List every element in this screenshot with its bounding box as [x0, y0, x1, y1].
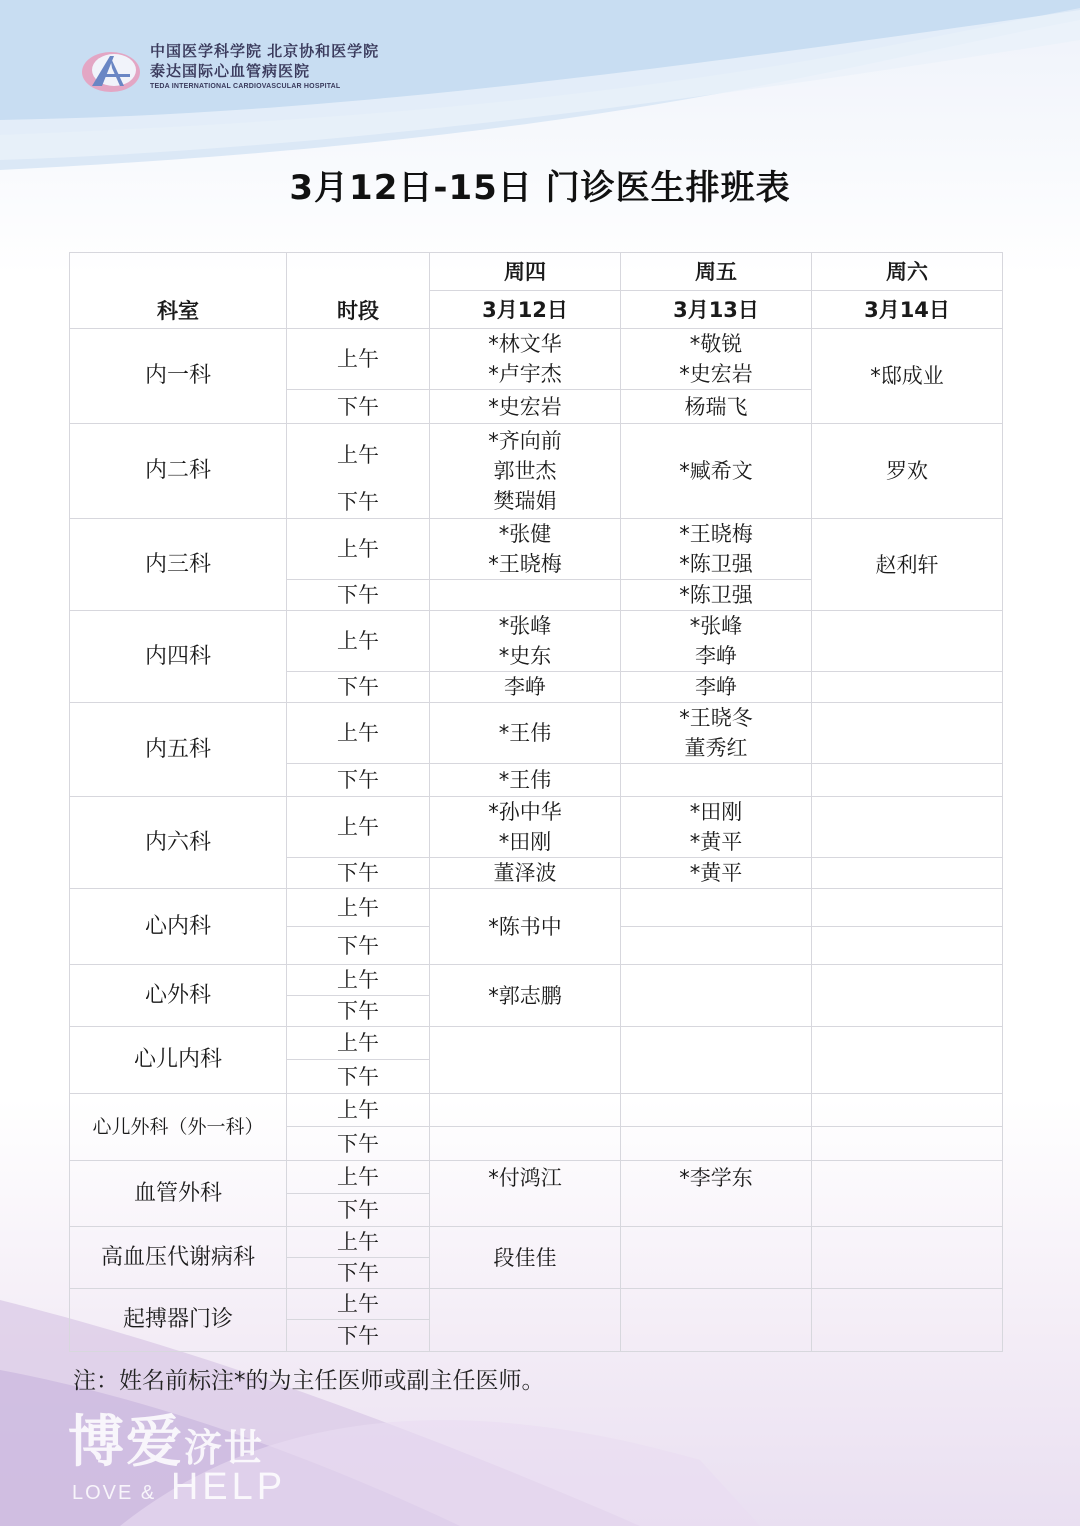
header-date-thu: 3月12日 — [430, 291, 621, 329]
period-am: 上午 — [287, 1227, 430, 1258]
header-date-sat: 3月14日 — [812, 291, 1003, 329]
doctor-cell: *张健 *王晓梅 — [430, 519, 621, 580]
dept-name: 心儿外科（外一科） — [70, 1094, 287, 1161]
doctor-cell — [621, 1289, 812, 1352]
header-weekday-thu: 周四 — [430, 253, 621, 291]
doctor-cell: 罗欢 — [812, 424, 1003, 519]
period-pm: 下午 — [287, 486, 430, 519]
period-pm: 下午 — [287, 1127, 430, 1161]
hospital-logo-icon — [80, 48, 142, 94]
period-pm: 下午 — [287, 1258, 430, 1289]
doctor-cell — [621, 965, 812, 1027]
doctor-cell: *李学东 — [621, 1161, 812, 1227]
doctor-cell: *敬锐 *史宏岩 — [621, 329, 812, 390]
doctor-cell: *陈书中 — [430, 889, 621, 965]
period-pm: 下午 — [287, 858, 430, 889]
dept-name: 心外科 — [70, 965, 287, 1027]
doctor-cell — [621, 1027, 812, 1094]
dept-name: 内五科 — [70, 703, 287, 797]
dept-name: 内一科 — [70, 329, 287, 424]
header-weekday-sat: 周六 — [812, 253, 1003, 291]
doctor-cell: 董泽波 — [430, 858, 621, 889]
slogan-cn-big: 博爱 — [68, 1412, 184, 1474]
period-am: 上午 — [287, 797, 430, 858]
footnote: 注：姓名前标注*的为主任医师或副主任医师。 — [73, 1368, 545, 1394]
period-am: 上午 — [287, 965, 430, 996]
period-am: 上午 — [287, 1161, 430, 1194]
period-pm: 下午 — [287, 390, 430, 424]
doctor-cell: *王伟 — [430, 764, 621, 797]
doctor-cell — [621, 927, 812, 965]
dept-name: 起搏器门诊 — [70, 1289, 287, 1352]
header-weekday-fri: 周五 — [621, 253, 812, 291]
org-line-3: TEDA INTERNATIONAL CARDIOVASCULAR HOSPITAL — [150, 83, 341, 90]
doctor-cell: 李峥 — [430, 672, 621, 703]
period-pm: 下午 — [287, 1060, 430, 1094]
doctor-cell: *张峰 *史东 — [430, 611, 621, 672]
doctor-cell — [621, 1127, 812, 1161]
period-pm: 下午 — [287, 1194, 430, 1227]
doctor-cell — [812, 797, 1003, 858]
period-pm: 下午 — [287, 580, 430, 611]
doctor-cell: *田刚 *黄平 — [621, 797, 812, 858]
doctor-cell: *黄平 — [621, 858, 812, 889]
doctor-cell — [812, 1289, 1003, 1352]
doctor-cell — [430, 1027, 621, 1094]
period-pm: 下午 — [287, 764, 430, 797]
dept-name: 内四科 — [70, 611, 287, 703]
period-am: 上午 — [287, 1094, 430, 1127]
doctor-cell — [621, 1094, 812, 1127]
doctor-cell — [812, 965, 1003, 1027]
slogan-en-big: HELP — [170, 1466, 287, 1508]
doctor-cell: *郭志鹏 — [430, 965, 621, 1027]
doctor-cell — [430, 1094, 621, 1127]
period-am: 上午 — [287, 424, 430, 486]
doctor-cell — [621, 764, 812, 797]
doctor-cell: *陈卫强 — [621, 580, 812, 611]
doctor-cell — [430, 1127, 621, 1161]
doctor-cell: *齐向前 郭世杰 樊瑞娟 — [430, 424, 621, 519]
doctor-cell — [621, 1227, 812, 1289]
page-title: 3月12日-15日 门诊医生排班表 — [289, 168, 791, 208]
doctor-cell: *王伟 — [430, 703, 621, 764]
dept-name: 心内科 — [70, 889, 287, 965]
period-am: 上午 — [287, 1289, 430, 1320]
period-am: 上午 — [287, 519, 430, 580]
doctor-cell: *臧希文 — [621, 424, 812, 519]
doctor-cell — [812, 1127, 1003, 1161]
doctor-cell — [812, 611, 1003, 672]
doctor-cell: *王晓冬 董秀红 — [621, 703, 812, 764]
slogan-cn-small: 济世 — [184, 1428, 265, 1470]
period-pm: 下午 — [287, 996, 430, 1027]
org-line-1: 中国医学科学院 北京协和医学院 — [150, 43, 380, 60]
period-pm: 下午 — [287, 927, 430, 965]
doctor-cell — [812, 764, 1003, 797]
dept-name: 心儿内科 — [70, 1027, 287, 1094]
doctor-cell — [812, 672, 1003, 703]
doctor-cell — [812, 703, 1003, 764]
period-pm: 下午 — [287, 1320, 430, 1352]
dept-name: 高血压代谢病科 — [70, 1227, 287, 1289]
doctor-cell — [812, 1227, 1003, 1289]
org-line-2: 泰达国际心血管病医院 — [150, 63, 311, 80]
slogan-en-small: LOVE & — [72, 1482, 157, 1504]
doctor-cell: *林文华 *卢宇杰 — [430, 329, 621, 390]
doctor-cell: *孙中华 *田刚 — [430, 797, 621, 858]
period-am: 上午 — [287, 889, 430, 927]
doctor-cell — [430, 580, 621, 611]
doctor-cell: *张峰 李峥 — [621, 611, 812, 672]
doctor-cell: *邸成业 — [812, 329, 1003, 424]
header-period: 时段 — [287, 253, 430, 329]
hospital-name — [150, 42, 379, 90]
slogan-english — [72, 1466, 286, 1509]
dept-name: 血管外科 — [70, 1161, 287, 1227]
dept-name: 内三科 — [70, 519, 287, 611]
doctor-cell — [812, 1094, 1003, 1127]
dept-name: 内六科 — [70, 797, 287, 889]
doctor-cell — [812, 927, 1003, 965]
doctor-cell: *王晓梅 *陈卫强 — [621, 519, 812, 580]
dept-name: 内二科 — [70, 424, 287, 519]
doctor-cell: 杨瑞飞 — [621, 390, 812, 424]
doctor-cell: *付鸿江 — [430, 1161, 621, 1227]
header-date-fri: 3月13日 — [621, 291, 812, 329]
period-am: 上午 — [287, 1027, 430, 1060]
doctor-cell: 段佳佳 — [430, 1227, 621, 1289]
period-am: 上午 — [287, 611, 430, 672]
period-am: 上午 — [287, 329, 430, 390]
period-pm: 下午 — [287, 672, 430, 703]
doctor-cell: 李峥 — [621, 672, 812, 703]
doctor-cell: 赵利轩 — [812, 519, 1003, 611]
doctor-cell — [621, 889, 812, 927]
doctor-cell: *史宏岩 — [430, 390, 621, 424]
doctor-cell — [812, 1027, 1003, 1094]
doctor-cell — [430, 1289, 621, 1352]
period-am: 上午 — [287, 703, 430, 764]
schedule-table — [69, 252, 1003, 1352]
header-dept: 科室 — [70, 253, 287, 329]
doctor-cell — [812, 858, 1003, 889]
doctor-cell — [812, 889, 1003, 927]
doctor-cell — [812, 1161, 1003, 1227]
